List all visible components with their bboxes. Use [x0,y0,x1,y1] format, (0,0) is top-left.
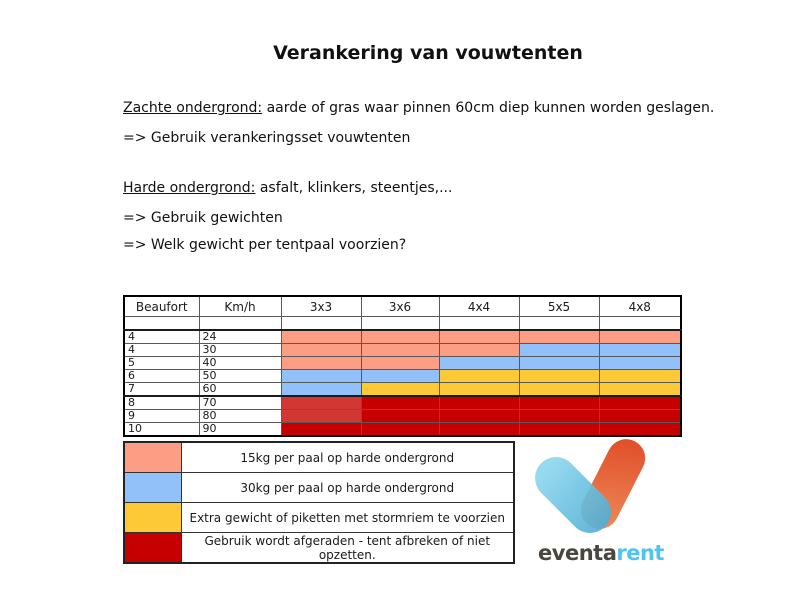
wind-cell-beaufort: 10 [124,423,199,437]
wind-empty-cell [439,317,519,331]
wind-table-header-row [124,296,681,317]
wind-cell-color [599,370,681,383]
wind-cell-color [519,396,599,410]
wind-cell-color [361,330,439,344]
wind-cell-color [599,330,681,344]
wind-col-header: 3x6 [361,296,439,317]
legend-label: 30kg per paal op harde ondergrond [181,473,514,503]
wind-cell-color [361,370,439,383]
wind-cell-color [281,423,361,437]
wind-cell-color [519,423,599,437]
wind-cell-color [439,370,519,383]
wind-cell-beaufort: 7 [124,383,199,397]
wind-cell-color [281,396,361,410]
soft-ground-paragraph [123,100,714,116]
wind-cell-color [361,383,439,397]
wind-cell-kmh: 80 [199,410,281,423]
wind-cell-color [519,344,599,357]
wind-cell-color [281,330,361,344]
soft-ground-text: aarde of gras waar pinnen 60cm diep kunnen worden geslagen. [262,100,715,116]
wind-cell-color [361,410,439,423]
soft-ground-label: Zachte ondergrond: [123,100,263,116]
wind-table-empty-row [124,317,681,331]
wind-cell-color [519,357,599,370]
legend-row [124,503,514,533]
wind-cell-color [281,357,361,370]
wind-table-row [124,370,681,383]
legend-label: Extra gewicht of piketten met stormriem te voorzien [181,503,514,533]
wind-cell-color [281,383,361,397]
wind-cell-beaufort: 9 [124,410,199,423]
wind-cell-beaufort: 8 [124,396,199,410]
wind-col-header: 5x5 [519,296,599,317]
wind-empty-cell [599,317,681,331]
wind-cell-color [281,410,361,423]
wind-cell-color [361,357,439,370]
hard-ground-text: asfalt, klinkers, steentjes,... [255,180,453,196]
wind-cell-color [599,423,681,437]
logo-text-accent: rent [616,541,664,565]
wind-cell-kmh: 70 [199,396,281,410]
wind-cell-color [439,357,519,370]
wind-table [123,295,682,437]
wind-cell-color [361,344,439,357]
legend-swatch [124,473,181,503]
wind-empty-cell [361,317,439,331]
legend-swatch [124,533,181,564]
legend-row [124,442,514,473]
logo [536,444,666,569]
wind-col-header: Km/h [199,296,281,317]
wind-cell-kmh: 90 [199,423,281,437]
wind-cell-color [439,423,519,437]
wind-empty-cell [281,317,361,331]
wind-col-header: 3x3 [281,296,361,317]
wind-table-row [124,357,681,370]
legend-table [123,441,515,564]
legend-row [124,473,514,503]
wind-cell-color [519,370,599,383]
wind-cell-color [519,383,599,397]
wind-cell-color [439,410,519,423]
wind-cell-kmh: 40 [199,357,281,370]
wind-empty-cell [199,317,281,331]
wind-cell-color [599,410,681,423]
wind-cell-beaufort: 4 [124,344,199,357]
wind-cell-kmh: 60 [199,383,281,397]
wind-cell-color [599,383,681,397]
wind-cell-color [439,330,519,344]
wind-cell-color [519,410,599,423]
legend-swatch [124,503,181,533]
wind-cell-color [361,396,439,410]
wind-cell-color [599,344,681,357]
soft-ground-bullet-1: => Gebruik verankeringsset vouwtenten [123,130,411,146]
wind-cell-color [599,357,681,370]
logo-text [536,541,666,565]
legend-swatch [124,442,181,473]
wind-cell-color [439,396,519,410]
wind-cell-color [361,423,439,437]
wind-table-row [124,423,681,437]
legend-label: Gebruik wordt afgeraden - tent afbreken of niet opzetten. [181,533,514,564]
legend-label: 15kg per paal op harde ondergrond [181,442,514,473]
wind-table-row [124,410,681,423]
hard-ground-bullet-1: => Gebruik gewichten [123,210,283,226]
wind-cell-color [439,344,519,357]
hard-ground-paragraph [123,180,452,196]
wind-cell-kmh: 30 [199,344,281,357]
wind-cell-beaufort: 5 [124,357,199,370]
wind-col-header: Beaufort [124,296,199,317]
wind-cell-color [599,396,681,410]
wind-cell-beaufort: 4 [124,330,199,344]
wind-table-row [124,383,681,397]
logo-mark [536,444,666,537]
legend-body [124,442,514,563]
wind-cell-color [281,344,361,357]
wind-cell-kmh: 24 [199,330,281,344]
wind-col-header: 4x8 [599,296,681,317]
wind-empty-cell [519,317,599,331]
wind-cell-color [519,330,599,344]
wind-table-row [124,330,681,344]
legend-row [124,533,514,564]
wind-col-header: 4x4 [439,296,519,317]
wind-table-container [123,295,682,437]
wind-empty-cell [124,317,199,331]
wind-cell-color [281,370,361,383]
page-title: Verankering van vouwtenten [273,42,583,64]
wind-table-body [124,317,681,437]
wind-table-row [124,344,681,357]
wind-table-row [124,396,681,410]
logo-text-primary: eventa [538,541,617,565]
wind-cell-color [439,383,519,397]
wind-cell-kmh: 50 [199,370,281,383]
wind-cell-beaufort: 6 [124,370,199,383]
hard-ground-bullet-2: => Welk gewicht per tentpaal voorzien? [123,237,407,253]
legend-container [123,441,515,564]
hard-ground-label: Harde ondergrond: [123,180,256,196]
